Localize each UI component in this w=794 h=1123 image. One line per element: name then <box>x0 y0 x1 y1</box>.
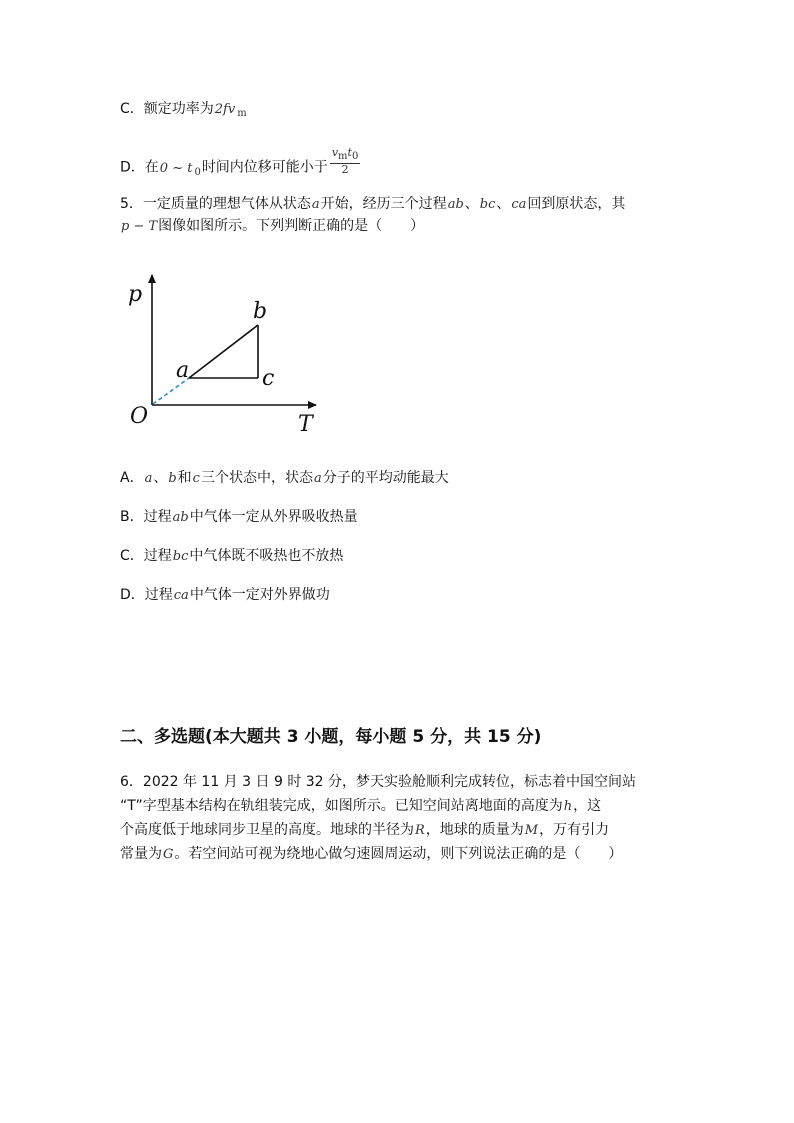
q5-stem-line1 <box>120 194 625 215</box>
section-heading-multiple-choice: 二、多选题(本大题共 3 小题，每小题 5 分，共 15 分) <box>120 727 542 747</box>
q5-stem-line2 <box>120 216 424 237</box>
q5-option-d <box>120 585 330 606</box>
point-c-label: c <box>262 366 275 391</box>
point-a-label: a <box>176 358 190 383</box>
q4-option-d-fraction <box>330 147 361 176</box>
q5-var-pT: p − T <box>121 219 158 234</box>
q4-option-c-formula: 2fv <box>214 102 236 117</box>
q5-text-4: 图像如图所示。下列判断正确的是（ ） <box>158 218 425 234</box>
q4-option-d-range-sub: 0 <box>194 166 201 178</box>
q6-var-M: M <box>524 823 539 838</box>
q4-option-d-mid: 时间内位移可能小于 <box>201 159 328 176</box>
origin-label: O <box>130 404 149 429</box>
q5-option-a <box>120 468 449 489</box>
q4-option-d-prefix: D．在 <box>120 159 159 176</box>
q6-line2 <box>120 796 601 817</box>
q5-opt-b-var: ab <box>172 510 189 525</box>
process-ab-line <box>189 325 258 378</box>
q5-var-ca: ca <box>511 197 527 212</box>
q6-var-G: G <box>163 847 174 862</box>
q4-option-d <box>120 146 360 183</box>
x-axis-label: T <box>298 412 313 437</box>
q6-var-R: R <box>415 823 425 838</box>
q6-text-5: ，地球的质量为 <box>425 822 524 838</box>
point-b-label: b <box>253 299 268 324</box>
q4-option-c-text: C．额定功率为 <box>120 101 214 117</box>
q5-opt-a-var-b: b <box>168 471 177 486</box>
q5-sep-2: 、 <box>496 196 511 212</box>
q5-text-2: 开始，经历三个过程 <box>320 196 447 212</box>
q5-pT-diagram <box>120 265 340 445</box>
q6-text-8: 。若空间站可视为绕地心做匀速圆周运动，则下列说法正确的是（ ） <box>174 846 623 862</box>
y-axis-label: p <box>128 282 143 307</box>
q5-opt-b-suffix: 中气体一定从外界吸收热量 <box>189 509 358 525</box>
q5-var-a: a <box>311 197 320 212</box>
q4-option-d-range: 0 ~ t <box>159 160 193 176</box>
q5-text-1: 5．一定质量的理想气体从状态 <box>120 196 311 212</box>
q6-line4 <box>120 844 622 865</box>
q6-text-3: ，这 <box>573 798 602 814</box>
q5-sep-1: 、 <box>464 196 479 212</box>
q5-opt-d-suffix: 中气体一定对外界做功 <box>189 587 330 603</box>
q5-opt-a-and: 和 <box>177 470 192 486</box>
q5-opt-a-mid: 三个状态中，状态 <box>200 470 313 486</box>
q5-option-c <box>120 546 343 567</box>
frac-num-sub2: 0 <box>351 151 359 162</box>
q5-opt-a-var-c: c <box>192 471 200 486</box>
frac-num-t: t <box>347 146 352 159</box>
q6-text-2: “T”字型基本结构在轨组装完成，如图所示。已知空间站离地面的高度为 <box>120 798 563 814</box>
q5-opt-c-suffix: 中气体既不吸热也不放热 <box>189 548 344 564</box>
q5-var-ab: ab <box>447 197 464 212</box>
q5-opt-d-prefix: D．过程 <box>120 587 173 603</box>
q6-var-h: h <box>563 799 573 814</box>
q5-var-bc: bc <box>479 197 496 212</box>
q6-text-7: 常量为 <box>120 846 162 862</box>
q5-opt-a-prefix: A． <box>120 470 144 486</box>
q5-opt-d-var: ca <box>173 588 189 603</box>
frac-num-sub1: m <box>338 151 348 162</box>
q5-opt-a-suffix: 分子的平均动能最大 <box>322 470 449 486</box>
q5-option-b <box>120 507 358 528</box>
q5-text-3: 回到原状态，其 <box>527 196 626 212</box>
q6-text-1: 6．2022 年 11 月 3 日 9 时 32 分，梦天实验舱顺利完成转位，标志着中国空间站 <box>120 774 637 790</box>
q6-text-6: ，万有引力 <box>539 822 610 838</box>
q5-opt-b-prefix: B．过程 <box>120 509 172 525</box>
q6-line1 <box>120 772 636 792</box>
q6-text-4: 个高度低于地球同步卫星的高度。地球的半径为 <box>120 822 414 838</box>
q5-opt-c-var: bc <box>172 549 189 564</box>
frac-den: 2 <box>341 163 349 176</box>
frac-num-v: v <box>331 146 339 159</box>
q5-opt-a-var-a2: a <box>313 471 322 486</box>
q6-line3 <box>120 820 609 841</box>
q5-opt-a-var-a: a <box>144 471 153 486</box>
q5-opt-a-sep: 、 <box>153 470 168 486</box>
q4-option-c-formula-sub: m <box>237 108 247 119</box>
q4-option-c <box>120 99 248 124</box>
q5-opt-c-prefix: C．过程 <box>120 548 172 564</box>
